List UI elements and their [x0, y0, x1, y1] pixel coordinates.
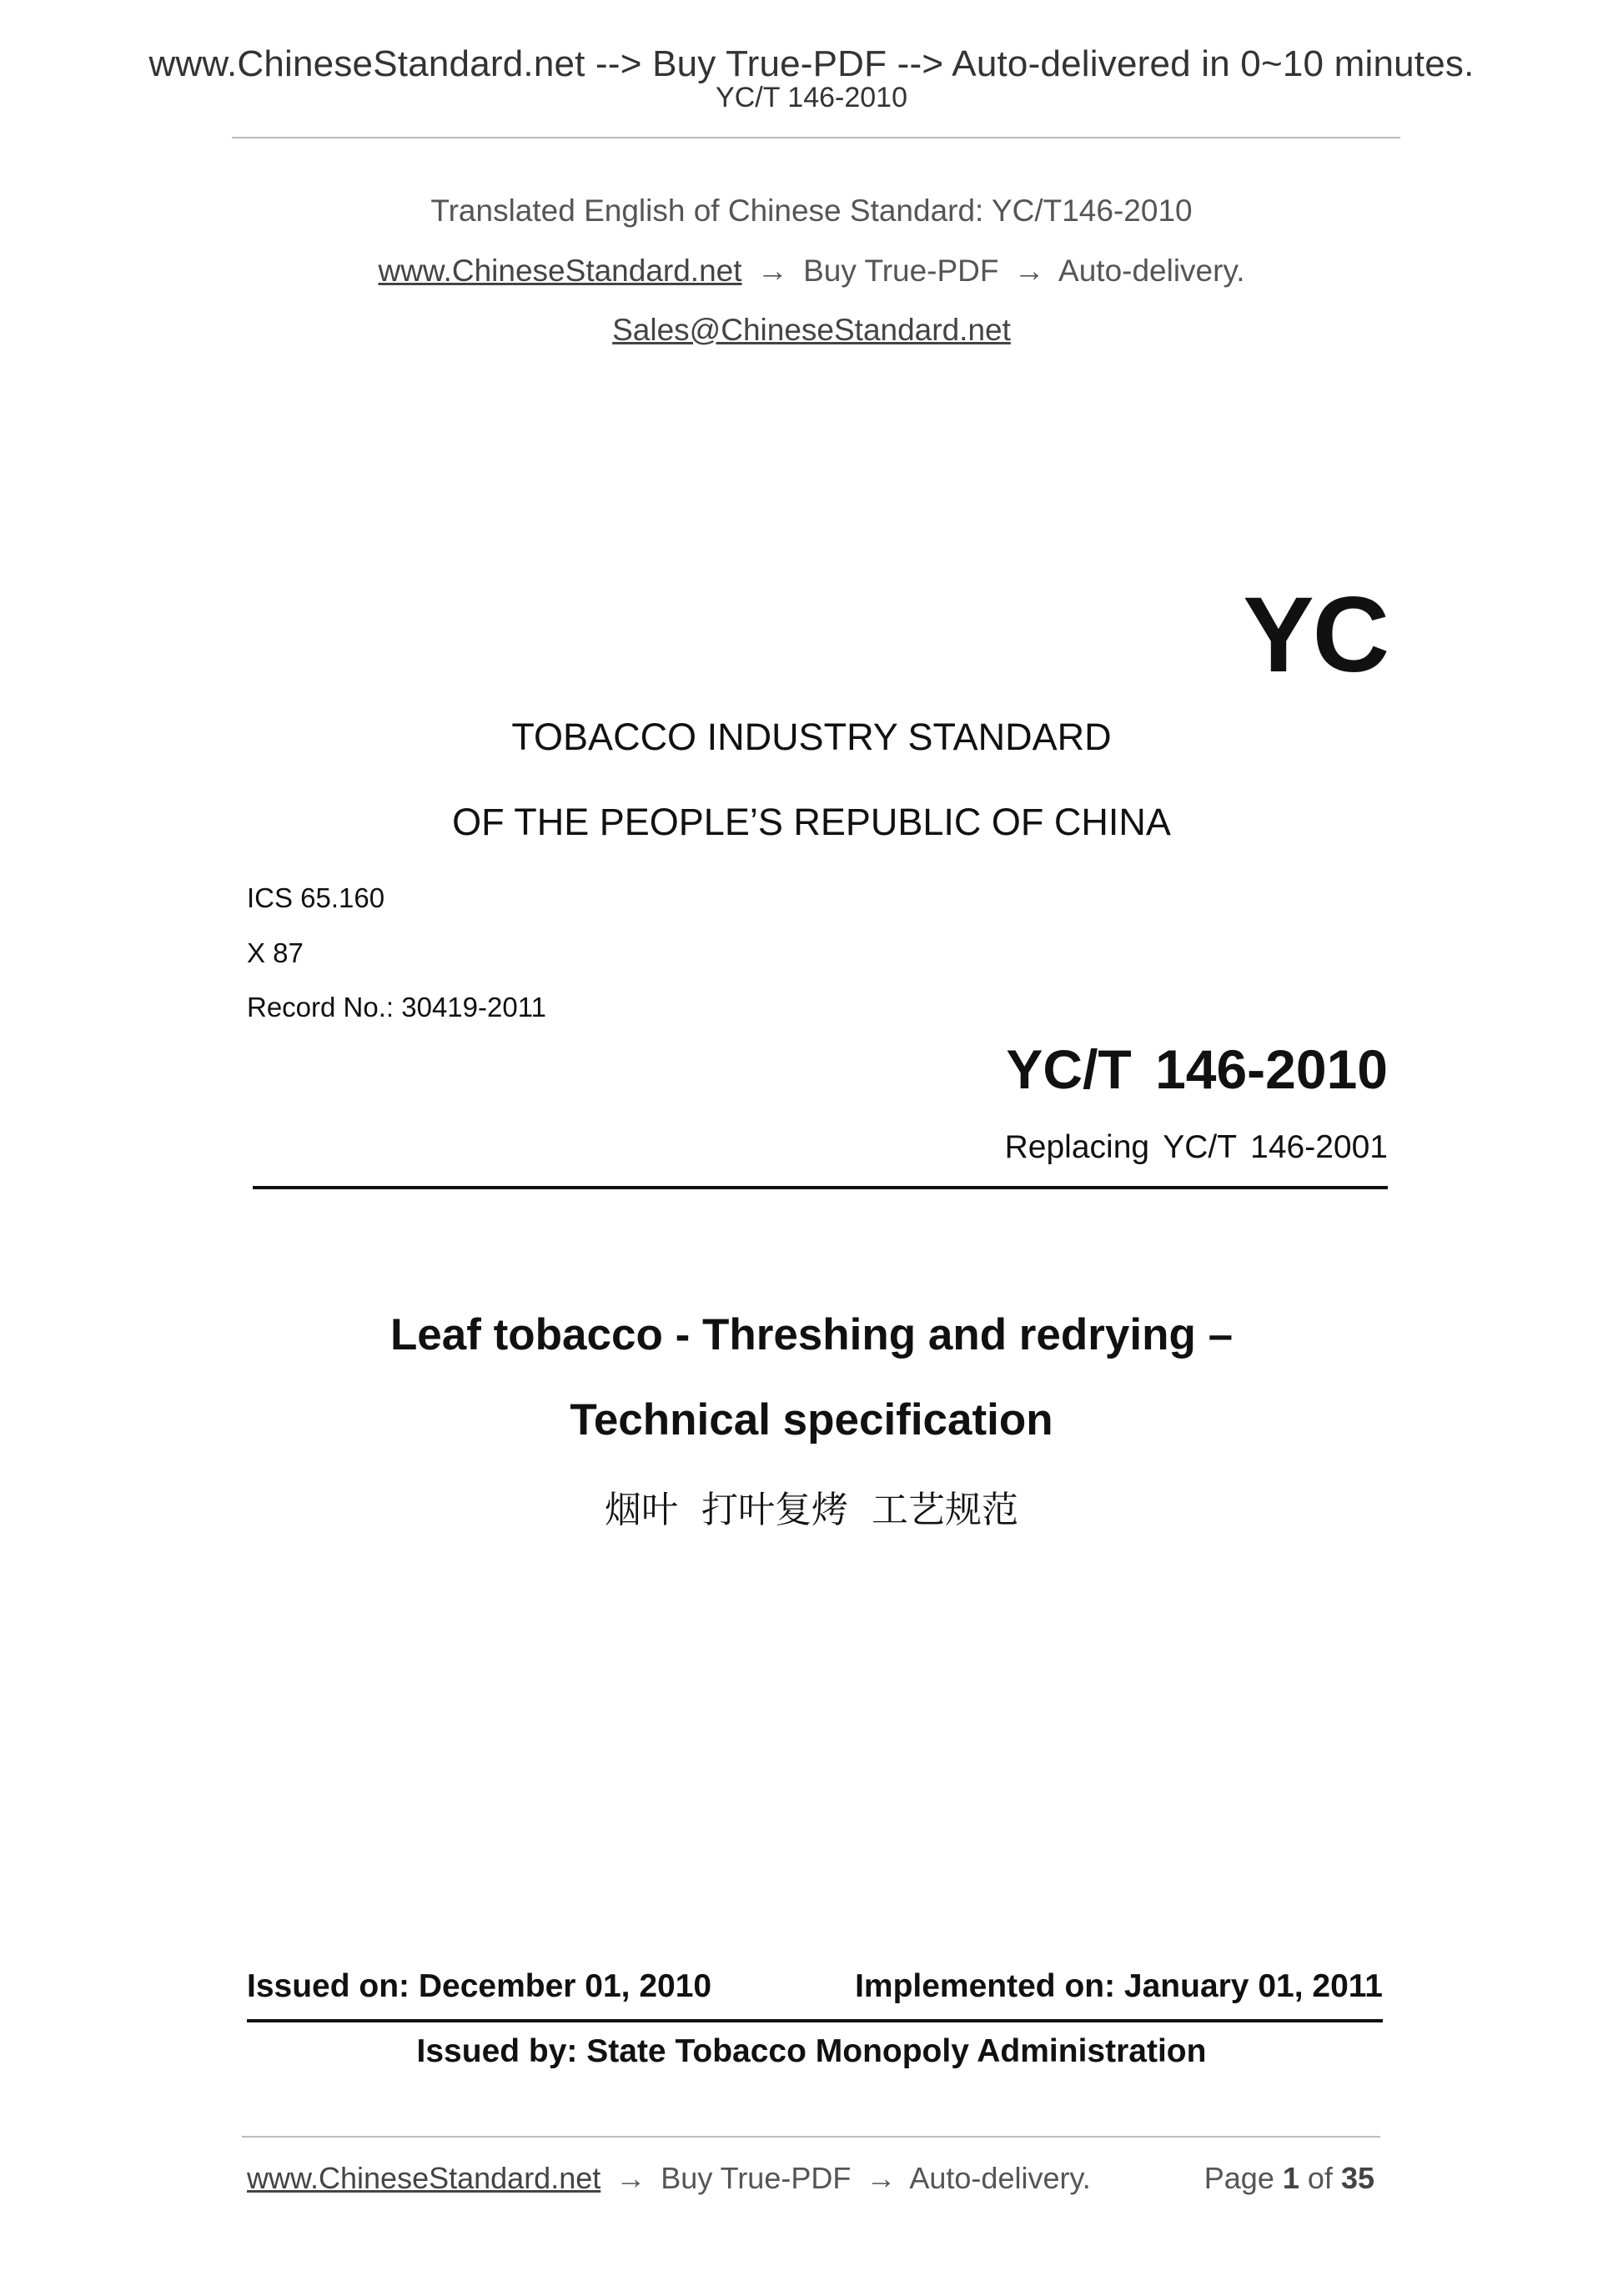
of-label: of	[1307, 2161, 1333, 2195]
footer-site-link[interactable]: www.ChineseStandard.net	[247, 2161, 601, 2195]
top-banner	[0, 43, 1623, 85]
translated-note: Translated English of Chinese Standard: YC/T146-2010	[430, 193, 1193, 228]
cover-divider	[253, 1186, 1388, 1189]
banner-delivery: Auto-delivered in 0~10 minutes.	[952, 43, 1475, 84]
arrow-right-icon: →	[756, 254, 788, 288]
arrow-right-icon: →	[616, 2161, 646, 2195]
sales-line	[0, 313, 1623, 348]
issue-divider	[247, 2019, 1383, 2022]
record-number: Record No.: 30419-2011	[247, 992, 546, 1022]
page-label: Page	[1203, 2161, 1274, 2195]
issued-on-date: Issued on: December 01, 2010	[247, 1968, 712, 2004]
footer-auto-text: Auto-delivery.	[909, 2161, 1091, 2195]
arrow-right-icon: →	[1013, 254, 1045, 288]
replacing-standard: Replacing YC/T 146-2001	[1004, 1129, 1388, 1165]
page-total: 35	[1340, 2161, 1374, 2195]
classification-code: X 87	[247, 937, 304, 968]
banner-arrow-1: -->	[595, 43, 642, 84]
banner-arrow-2: -->	[897, 43, 944, 84]
banner-site: www.ChineseStandard.net	[148, 43, 585, 84]
page-indicator	[1204, 2161, 1374, 2196]
intro-auto-text: Auto-delivery.	[1058, 254, 1245, 288]
document-title-line-1: Leaf tobacco - Threshing and redrying –	[389, 1310, 1234, 1359]
intro-site-link[interactable]: www.ChineseStandard.net	[378, 254, 742, 288]
sales-email-link[interactable]: Sales@ChineseStandard.net	[612, 313, 1011, 347]
document-title-chinese: 烟叶 打叶复烤 工艺规范	[605, 1489, 1018, 1531]
footer-buy-text: Buy True-PDF	[661, 2161, 852, 2195]
standard-number: YC/T 146-2010	[1006, 1038, 1388, 1100]
banner-buy: Buy True-PDF	[652, 43, 887, 84]
arrow-right-icon: →	[866, 2161, 897, 2195]
industry-standard-line-2: OF THE PEOPLE’S REPUBLIC OF CHINA	[452, 801, 1171, 843]
industry-standard-line-1: TOBACCO INDUSTRY STANDARD	[511, 716, 1112, 758]
issuing-authority: Issued by: State Tobacco Monopoly Administration	[416, 2033, 1207, 2069]
ics-code: ICS 65.160	[247, 882, 385, 913]
implemented-on-date: Implemented on: January 01, 2011	[855, 1968, 1383, 2004]
intro-buy-text: Buy True-PDF	[803, 254, 999, 288]
document-title-line-2: Technical specification	[570, 1395, 1053, 1444]
header-divider	[232, 137, 1400, 138]
intro-buy-line	[0, 254, 1623, 289]
page-current: 1	[1282, 2161, 1299, 2195]
header-standard-code: YC/T 146-2010	[716, 82, 907, 113]
yc-mark: YC	[1243, 575, 1388, 695]
footer-divider	[242, 2136, 1380, 2138]
footer-buy-line	[247, 2161, 1091, 2196]
